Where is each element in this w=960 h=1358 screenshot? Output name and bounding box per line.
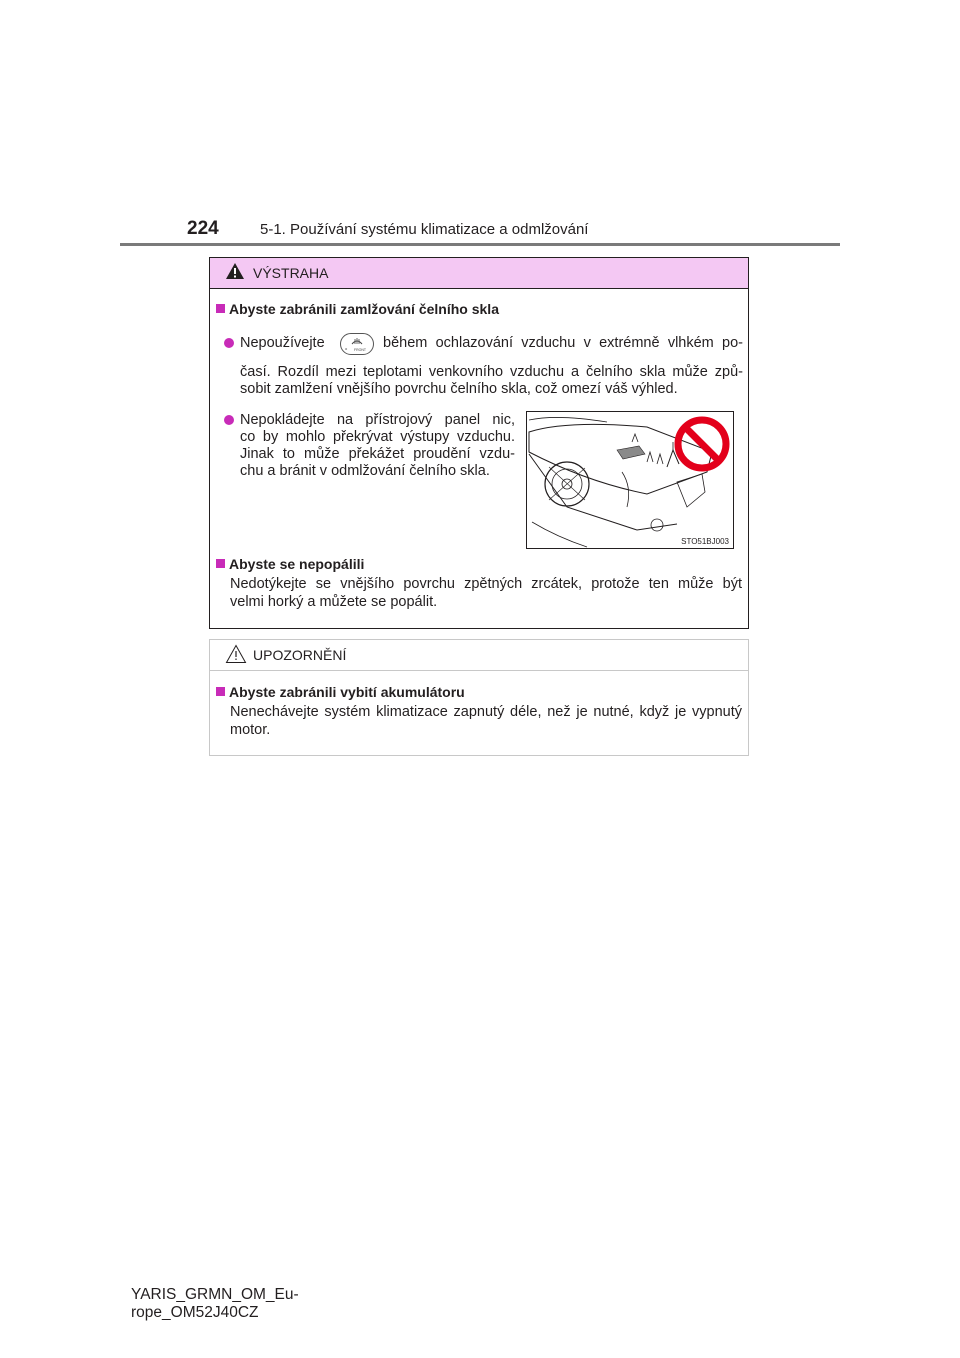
caution-box-header [210,640,748,671]
section-heading-burns: Abyste se nepopálili [216,556,364,572]
section-title: 5-1. Používání systému klimatizace a odmlžování [260,221,589,238]
item1-line3: sobit zamlžení vnějšího povrchu čelního skla, což omezí váš výhled. [240,381,678,397]
item1-prefix: Nepoužívejte [240,335,325,351]
section-heading-battery: Abyste zabránili vybití akumulátoru [216,684,465,700]
header-divider [120,243,840,246]
prohibition-icon [673,415,731,473]
dashboard-illustration [526,411,734,549]
windshield-defroster-button-icon [340,333,374,355]
item1-line1: během ochlazování vzduchu v extrémně vlhkém po- [383,335,743,351]
svg-text:o: o [345,346,348,351]
battery-line1: Nenechávejte systém klimatizace zapnutý déle, než je nutné, když je vypnutý [230,704,742,720]
square-bullet-icon [216,559,225,568]
square-bullet-icon [216,304,225,313]
caution-triangle-icon [225,644,247,664]
warning-box [209,257,749,629]
item1-line2: časí. Rozdíl mezi teplotami venkovního vzduchu a čelního skla může způ- [240,364,743,380]
round-bullet-icon [224,415,234,425]
page-number: 224 [187,218,219,239]
figure-code: STO51BJ003 [681,537,729,546]
section-heading-fogging: Abyste zabránili zamlžování čelního skla [216,301,499,317]
item2-line3: Jinak to může překážet proudění vzdu- [240,446,515,462]
warning-box-header [210,258,748,289]
footer-document-id: YARIS_GRMN_OM_Eu- rope_OM52J40CZ [131,1286,299,1321]
battery-line2: motor. [230,722,271,738]
item2-line2: co by mohlo překrývat výstupy vzduchu. [240,429,515,445]
item2-line4: chu a bránit v odmlžování čelního skla. [240,463,490,479]
warning-triangle-icon [225,262,245,280]
svg-text:FRONT: FRONT [354,348,367,352]
burns-line2: velmi horký a můžete se popálit. [230,594,438,610]
warning-box-title: VÝSTRAHA [253,265,329,281]
caution-box-title: UPOZORNĚNÍ [253,647,347,663]
square-bullet-icon [216,687,225,696]
caution-box [209,639,749,756]
round-bullet-icon [224,338,234,348]
item2-line1: Nepokládejte na přístrojový panel nic, [240,412,515,428]
burns-line1: Nedotýkejte se vnějšího povrchu zpětných zrcátek, protože ten může být [230,576,742,592]
